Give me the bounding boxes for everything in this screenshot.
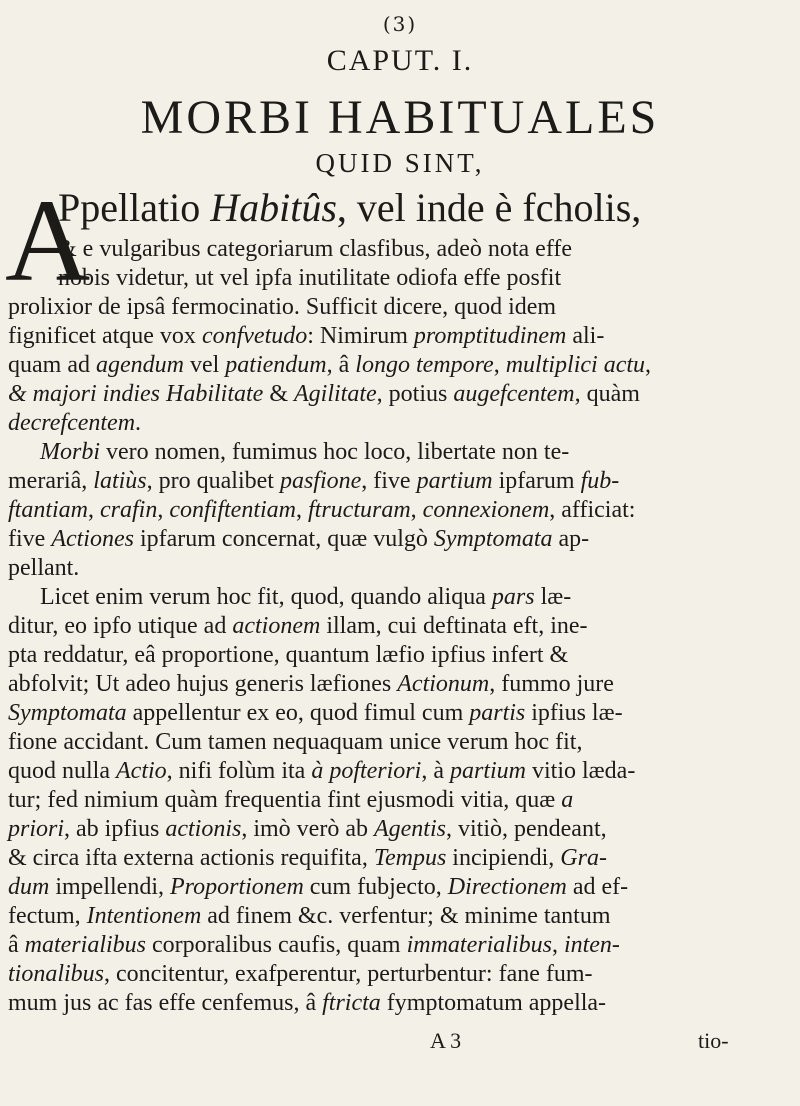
subtitle: QUID SINT, bbox=[315, 148, 485, 178]
text-line: & majori indies Habilitate & Agilitate, potius augefcentem, quàm bbox=[8, 381, 640, 407]
page-title: MORBI HABITUALES bbox=[140, 91, 660, 144]
text-line: mum jus ac fas effe cenfemus, â ftricta fymptomatum appella- bbox=[8, 990, 607, 1016]
text-line: fignificet atque vox confvetudo: Nimirum promptitudinem ali- bbox=[8, 323, 605, 349]
text-line: pellant. bbox=[8, 555, 80, 581]
text-line: prolixior de ipsâ fermocinatio. Sufficit dicere, quod idem bbox=[8, 294, 557, 320]
text-line: Symptomata appellentur ex eo, quod fimul cum partis ipfius læ- bbox=[8, 700, 623, 726]
text-line: nobis videtur, ut vel ipfa inutilitate odiofa effe posfit bbox=[58, 265, 562, 291]
text-line: Ppellatio Habitûs, vel inde è fcholis, bbox=[58, 185, 642, 230]
text-line: pta reddatur, eâ proportione, quantum læfio ipfius infert & bbox=[8, 642, 569, 668]
text-line: ditur, eo ipfo utique ad actionem illam, cui deftinata eft, ine- bbox=[8, 613, 588, 639]
text-line: fectum, Intentionem ad finem &c. verfentur; & minime tantum bbox=[8, 903, 611, 929]
text-line: quam ad agendum vel patiendum, â longo tempore, multiplici actu, bbox=[8, 352, 652, 378]
text-line: five Actiones ipfarum concernat, quæ vulgò Symptomata ap- bbox=[8, 526, 590, 552]
signature-mark: A 3 bbox=[430, 1028, 462, 1053]
text-line: dum impellendi, Proportionem cum fubjecto, Directionem ad ef- bbox=[8, 874, 629, 900]
catchword: tio- bbox=[698, 1028, 729, 1053]
chapter-heading: CAPUT. I. bbox=[326, 44, 474, 77]
text-line: & circa ifta externa actionis requifita, Tempus incipiendi, Gra- bbox=[8, 845, 607, 871]
text-line: decrefcentem. bbox=[8, 410, 142, 436]
text-line: & e vulgaribus categoriarum clasfibus, adeò nota effe bbox=[58, 236, 573, 262]
text-line: ftantiam, crafin, confiftentiam, ftructuram, connexionem, afficiat: bbox=[8, 497, 636, 523]
text-line: fione accidant. Cum tamen nequaquam unice verum hoc fit, bbox=[8, 729, 583, 755]
text-line: Licet enim verum hoc fit, quod, quando aliqua pars læ- bbox=[40, 584, 572, 610]
text-line: â materialibus corporalibus caufis, quam immaterialibus, inten- bbox=[8, 932, 620, 958]
text-line: merariâ, latiùs, pro qualibet pasfione, five partium ipfarum fub- bbox=[8, 468, 620, 494]
text-line: tur; fed nimium quàm frequentia fint ejusmodi vitia, quæ a bbox=[8, 787, 574, 813]
text-line: tionalibus, concitentur, exafperentur, perturbentur: fane fum- bbox=[8, 961, 593, 987]
text-line: abfolvit; Ut adeo hujus generis læfiones Actionum, fummo jure bbox=[8, 671, 614, 697]
text-line: priori, ab ipfius actionis, imò verò ab Agentis, vitiò, pendeant, bbox=[8, 816, 607, 842]
drop-cap: A bbox=[5, 175, 91, 306]
page-number: (3) bbox=[382, 12, 418, 36]
text-line: quod nulla Actio, nifi folùm ita à pofteriori, à partium vitio læda- bbox=[8, 758, 636, 784]
text-line: Morbi vero nomen, fumimus hoc loco, libertate non te- bbox=[40, 439, 570, 465]
